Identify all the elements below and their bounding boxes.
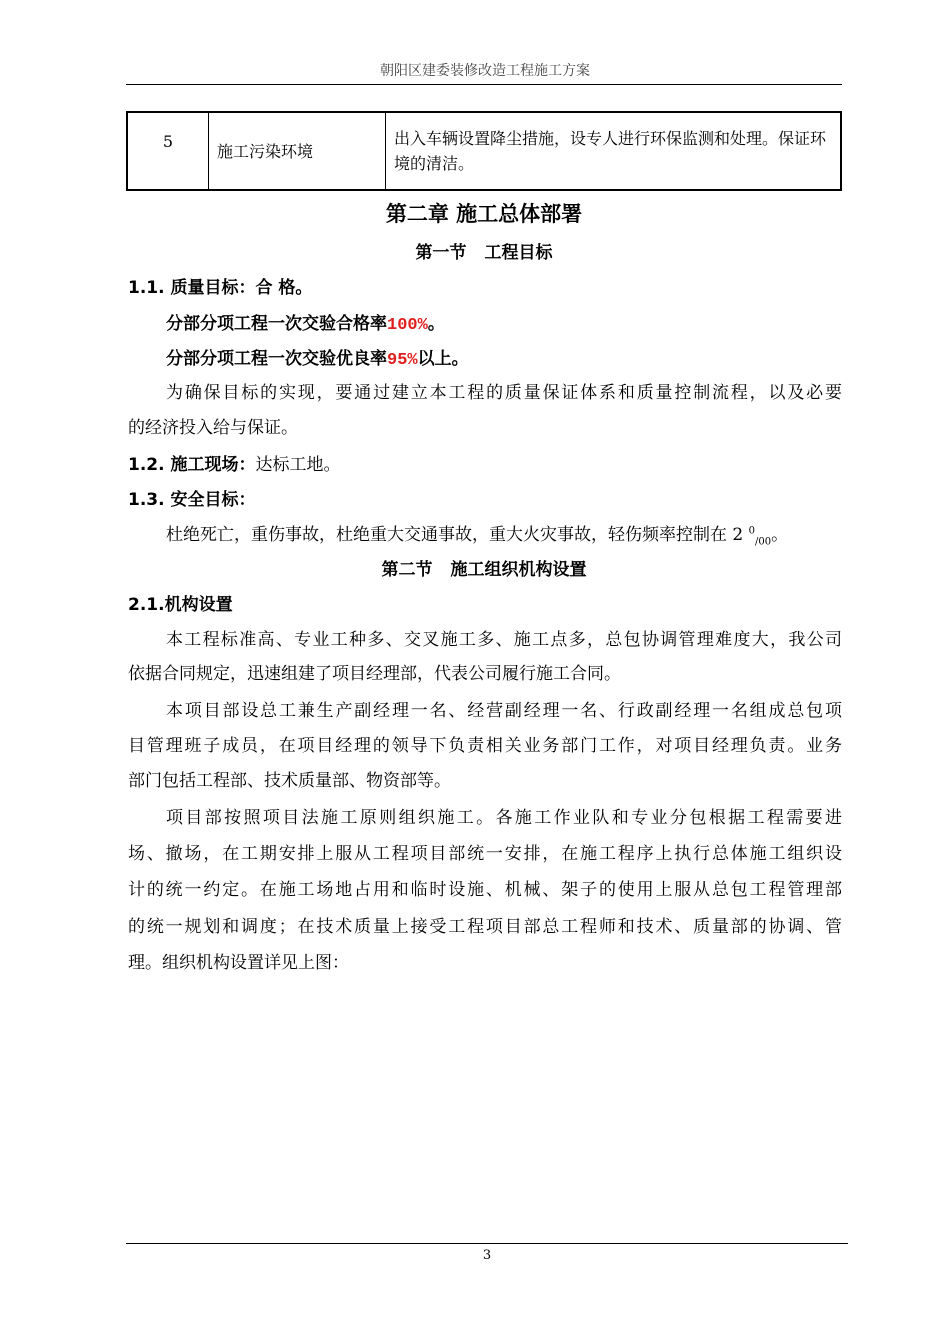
- excellent-rate-value: 95%: [387, 351, 418, 370]
- para3-line-5: 理。组织机构设置详见上图：: [128, 953, 349, 973]
- excellent-rate-line: [166, 344, 842, 370]
- excellent-rate-suffix: 以上。: [417, 349, 469, 369]
- table-row: [127, 112, 841, 190]
- excellent-rate-label: 分部分项工程一次交验优良率: [166, 349, 387, 369]
- page-number: 3: [482, 1248, 492, 1263]
- page-header-title: 朝阳区建委装修改造工程施工方案: [380, 63, 590, 79]
- item-1-3-label: 1.3. 安全目标：: [128, 490, 256, 510]
- item-1-3: [128, 485, 842, 510]
- header-divider: [126, 84, 842, 85]
- para3-line-1: 项目部按照项目法施工原则组织施工。各施工作业队和专业分包根据工程需要进: [166, 808, 842, 828]
- pass-rate-line: [166, 309, 842, 335]
- row-measure-cell: [386, 112, 842, 190]
- safety-sup: 0: [748, 525, 755, 537]
- footer-divider: [126, 1243, 848, 1244]
- section-1-title: 工程目标: [484, 243, 553, 263]
- pass-rate-label: 分部分项工程一次交验合格率: [166, 314, 387, 334]
- para2-line-2: 目管理班子成员，在项目经理的领导下负责相关业务部门工作，对项目经理负责。业务: [128, 736, 842, 756]
- item-1-1: [128, 273, 842, 298]
- item-1-2-label: 1.2. 施工现场：: [128, 455, 256, 475]
- safety-text: 杜绝死亡，重伤事故，杜绝重大交通事故，重大火灾事故，轻伤频率控制在 2: [166, 525, 749, 545]
- pass-rate-suffix: 。: [427, 314, 445, 334]
- para3-line-2: 场、撤场，在工期安排上服从工程项目部统一安排，在施工程序上执行总体施工组织设: [128, 844, 842, 864]
- measure-line-1: 出入车辆设置降尘措施，设专人进行环保监测和处理。保证环: [394, 129, 827, 148]
- section-2-heading: [126, 555, 842, 580]
- para3-line-3: 计的统一约定。在施工场地占用和临时设施、机械、架子的使用上服从总包工程管理部: [128, 880, 842, 900]
- safety-target-text: [166, 520, 842, 547]
- para2-line-3: 部门包括工程部、技术质量部、物资部等。: [128, 771, 451, 791]
- item-1-1-value: 合 格。: [255, 278, 313, 298]
- pass-rate-value: 100%: [387, 316, 428, 335]
- section-2-number: 第二节: [381, 560, 433, 580]
- para1-line-1: 本工程标准高、专业工种多、交叉施工多、施工点多，总包协调管理难度大，我公司: [166, 630, 842, 650]
- goal-paragraph-line-2: 的经济投入给与保证。: [128, 418, 298, 438]
- safety-sub: /00: [755, 536, 772, 548]
- item-2-1-label: 2.1.机构设置: [128, 595, 233, 615]
- para2-line-1: 本项目部设总工兼生产副经理一名、经营副经理一名、行政副经理一名组成总包项: [166, 701, 842, 721]
- item-1-2: [128, 450, 842, 475]
- chapter-title: 第二章 施工总体部署: [385, 202, 583, 226]
- safety-end: 。: [771, 525, 789, 545]
- goal-paragraph-line-1: 为确保目标的实现，要通过建立本工程的质量保证体系和质量控制流程，以及必要: [166, 383, 842, 403]
- section-1-number: 第一节: [415, 243, 467, 263]
- section-1-heading: [126, 238, 842, 263]
- item-1-1-label: 1.1. 质量目标：: [128, 278, 256, 298]
- item-2-1: [128, 590, 842, 615]
- measures-table: [126, 111, 842, 191]
- row-number-cell: 5: [127, 112, 209, 190]
- row-item-cell: 施工污染环境: [209, 112, 386, 190]
- item-1-2-value: 达标工地。: [255, 455, 341, 475]
- measure-line-2: 境的清洁。: [394, 154, 475, 173]
- para1-line-2: 依据合同规定，迅速组建了项目经理部，代表公司履行施工合同。: [128, 664, 621, 684]
- section-2-title: 施工组织机构设置: [450, 560, 587, 580]
- para3-line-4: 的统一规划和调度；在技术质量上接受工程项目部总工程师和技术、质量部的协调、管: [128, 917, 842, 937]
